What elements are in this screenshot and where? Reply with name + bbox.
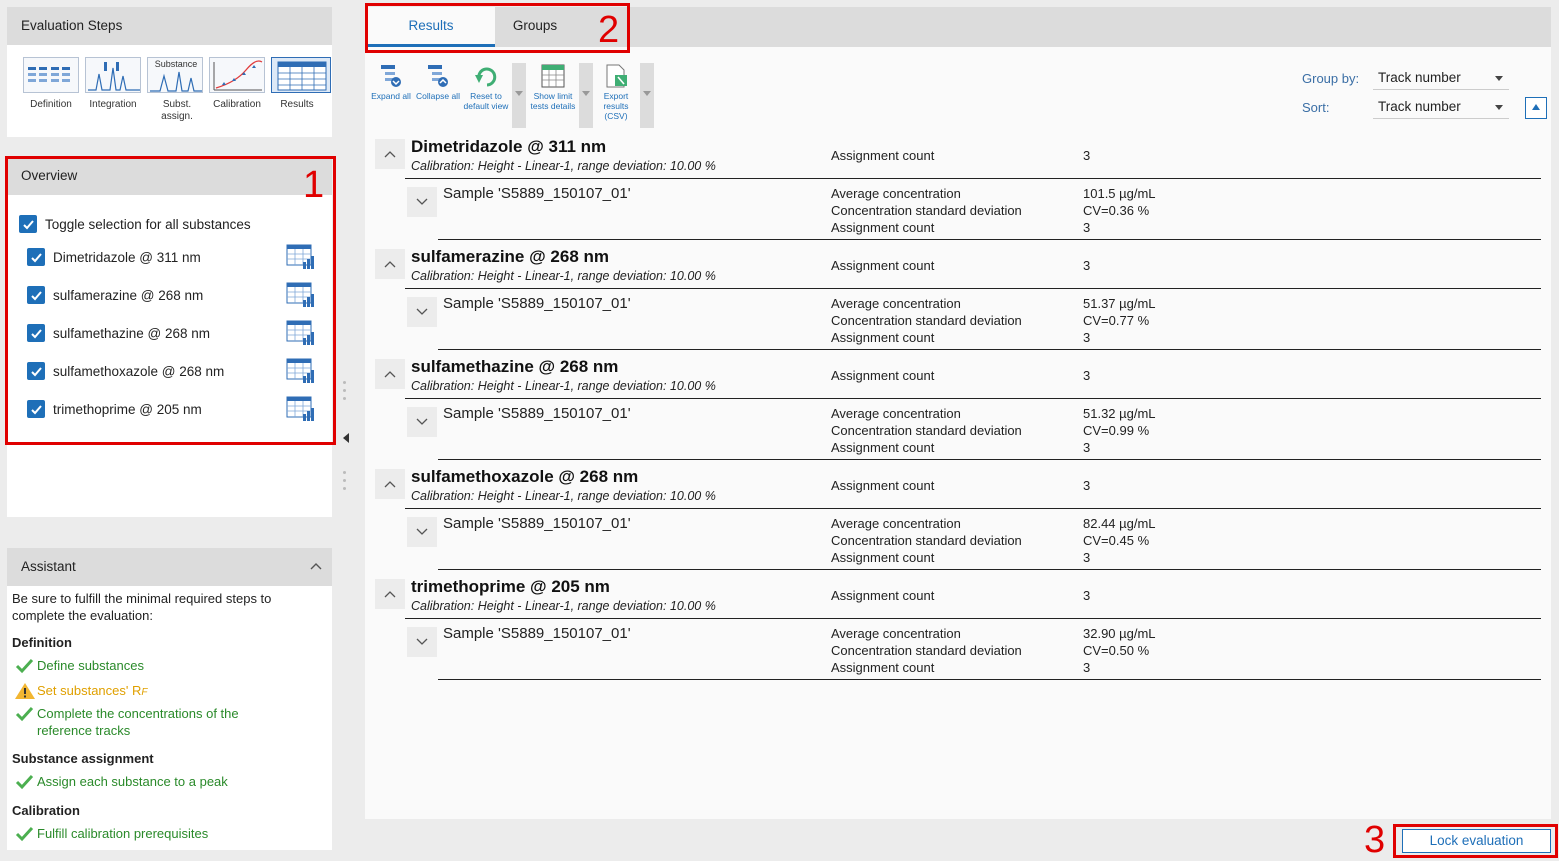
show-limit-tests-button[interactable] (528, 63, 578, 111)
sort-direction-button[interactable] (1525, 97, 1547, 119)
results-main-panel (365, 7, 1551, 819)
expand-all-button[interactable] (371, 63, 411, 101)
sample-assignment-count-label: Assignment count (831, 660, 935, 675)
chevron-up-icon (384, 480, 396, 488)
sample-assignment-count-label: Assignment count (831, 220, 935, 235)
result-group (365, 577, 1551, 687)
collapse-panel-icon[interactable] (343, 433, 349, 443)
conc-sd-label: Concentration standard deviation (831, 423, 1022, 438)
avg-conc-value: 82.44 µg/mL (1083, 516, 1156, 531)
step-label-integration: Integration (89, 99, 137, 110)
collapse-all-button[interactable] (415, 63, 461, 101)
expand-all-label: Expand all (371, 91, 411, 101)
sample-divider (438, 569, 1541, 570)
show-limit-tests-label: Show limit tests details (530, 91, 576, 111)
avg-conc-label: Average concentration (831, 516, 961, 531)
sample-assignment-count-value: 3 (1083, 660, 1091, 675)
toolbar-dropdown[interactable] (640, 63, 654, 128)
assistant-item[interactable] (15, 682, 147, 701)
assignment-count-value: 3 (1083, 368, 1091, 383)
sample-title: Sample 'S5889_150107_01' (443, 515, 631, 532)
chevron-up-icon (384, 370, 396, 378)
chevron-up-icon (384, 260, 396, 268)
sample-assignment-count-label: Assignment count (831, 550, 935, 565)
assistant-item-label: Assign each substance to a peak (37, 774, 228, 789)
collapse-all-icon (425, 63, 451, 89)
check-icon (15, 825, 37, 843)
table-details-icon (540, 63, 566, 89)
toolbar-dropdown[interactable] (579, 63, 593, 128)
sample-assignment-count-value: 3 (1083, 330, 1091, 345)
sample-divider (438, 349, 1541, 350)
sample-assignment-count-label: Assignment count (831, 440, 935, 455)
sample-title: Sample 'S5889_150107_01' (443, 295, 631, 312)
assignment-count-value: 3 (1083, 478, 1091, 493)
avg-conc-label: Average concentration (831, 626, 961, 641)
group-title: sulfamethazine @ 268 nm (411, 357, 619, 376)
sample-title: Sample 'S5889_150107_01' (443, 185, 631, 202)
step-integration[interactable] (85, 57, 141, 93)
conc-sd-label: Concentration standard deviation (831, 203, 1022, 218)
reset-view-label: Reset to default view (463, 91, 509, 111)
check-icon (15, 705, 37, 723)
assistant-intro: Be sure to fulfill the minimal required steps to complete the evaluation: (12, 591, 272, 623)
group-title: sulfamethoxazole @ 268 nm (411, 467, 639, 486)
export-csv-label: Export results (CSV) (603, 91, 629, 121)
avg-conc-label: Average concentration (831, 406, 961, 421)
sort-label: Sort: (1302, 100, 1330, 115)
step-calibration[interactable] (209, 57, 265, 93)
overview-title: Overview (7, 157, 332, 195)
group-calibration: Calibration: Height - Linear-1, range deviation: 10.00 % (411, 489, 716, 503)
check-icon (15, 773, 37, 791)
cv-value: CV=0.45 % (1083, 533, 1150, 548)
avg-conc-value: 101.5 µg/mL (1083, 186, 1156, 201)
group-collapse-button[interactable] (375, 359, 405, 389)
sample-expand-button[interactable] (407, 627, 437, 657)
step-definition[interactable] (23, 57, 79, 93)
tab-results[interactable]: Results (367, 7, 495, 47)
group-calibration: Calibration: Height - Linear-1, range deviation: 10.00 % (411, 379, 716, 393)
sample-expand-button[interactable] (407, 297, 437, 327)
assignment-count-label: Assignment count (831, 258, 935, 273)
collapse-all-label: Collapse all (416, 91, 460, 101)
substance-label: sulfamethazine @ 268 nm (53, 325, 211, 341)
sample-assignment-count-value: 3 (1083, 550, 1091, 565)
assistant-item-label: Set substances' RF (37, 683, 148, 698)
export-csv-button[interactable] (596, 63, 636, 121)
group-by-label: Group by: (1302, 71, 1360, 86)
tab-groups[interactable]: Groups (512, 18, 558, 33)
avg-conc-value: 32.90 µg/mL (1083, 626, 1156, 641)
group-title: trimethoprime @ 205 nm (411, 577, 610, 596)
group-title: Dimetridazole @ 311 nm (411, 137, 607, 156)
step-label-definition: Definition (30, 99, 72, 110)
assistant-header[interactable] (7, 548, 332, 586)
group-collapse-button[interactable] (375, 139, 405, 169)
cv-value: CV=0.99 % (1083, 423, 1150, 438)
group-divider (405, 178, 1541, 179)
assistant-section-calibration: Calibration (12, 803, 80, 818)
step-label-subst-assign: Subst. assign. (161, 99, 193, 122)
chevron-down-icon (416, 198, 428, 206)
substance-assign-icon (148, 58, 204, 94)
results-table-icon (272, 58, 332, 94)
sort-select[interactable]: Track number (1373, 97, 1509, 119)
toggle-all-label: Toggle selection for all substances (45, 216, 251, 232)
chevron-down-icon (416, 418, 428, 426)
assignment-count-label: Assignment count (831, 478, 935, 493)
group-divider (405, 508, 1541, 509)
group-calibration: Calibration: Height - Linear-1, range deviation: 10.00 % (411, 269, 716, 283)
group-divider (405, 288, 1541, 289)
result-group (365, 247, 1551, 357)
group-divider (405, 618, 1541, 619)
integration-icon (86, 58, 142, 94)
lock-evaluation-button[interactable]: Lock evaluation (1402, 829, 1551, 853)
result-group (365, 467, 1551, 577)
cv-value: CV=0.77 % (1083, 313, 1150, 328)
toolbar-dropdown[interactable] (512, 63, 526, 128)
assignment-count-label: Assignment count (831, 588, 935, 603)
avg-conc-value: 51.37 µg/mL (1083, 296, 1156, 311)
callout-number-3: 3 (1364, 819, 1386, 861)
group-by-select[interactable]: Track number (1373, 68, 1509, 90)
assistant-item-label: Define substances (37, 658, 144, 673)
sample-expand-button[interactable] (407, 407, 437, 437)
group-collapse-button[interactable] (375, 249, 405, 279)
substance-tile-text: Substance (154, 59, 198, 69)
sample-title: Sample 'S5889_150107_01' (443, 625, 631, 642)
result-group (365, 357, 1551, 467)
cv-value: CV=0.50 % (1083, 643, 1150, 658)
chevron-down-icon (416, 308, 428, 316)
sample-expand-button[interactable] (407, 517, 437, 547)
group-divider (405, 398, 1541, 399)
calibration-icon (210, 58, 266, 94)
assistant-panel (7, 548, 332, 850)
group-collapse-button[interactable] (375, 579, 405, 609)
callout-number-1: 1 (303, 164, 325, 206)
conc-sd-label: Concentration standard deviation (831, 533, 1022, 548)
conc-sd-label: Concentration standard deviation (831, 313, 1022, 328)
assistant-item[interactable] (15, 657, 144, 675)
sample-assignment-count-value: 3 (1083, 220, 1091, 235)
step-substance-assignment[interactable] (147, 57, 203, 93)
assistant-item-label: Fulfill calibration prerequisites (37, 826, 209, 841)
substance-label: sulfamerazine @ 268 nm (53, 287, 204, 303)
assistant-item-label: Complete the concentrations of the reference tracks (37, 706, 239, 738)
sample-assignment-count-label: Assignment count (831, 330, 935, 345)
chevron-up-icon (384, 590, 396, 598)
avg-conc-value: 51.32 µg/mL (1083, 406, 1156, 421)
callout-box-tabs (365, 3, 630, 53)
substance-label: trimethoprime @ 205 nm (53, 401, 202, 417)
step-label-results: Results (280, 99, 314, 110)
check-icon (15, 657, 37, 675)
splitter-handle[interactable] (342, 471, 347, 495)
sample-assignment-count-value: 3 (1083, 440, 1091, 455)
callout-box-lock (1393, 824, 1558, 858)
chevron-up-icon[interactable] (310, 562, 322, 570)
warning-icon (15, 682, 37, 700)
callout-box-overview (5, 156, 336, 445)
chevron-down-icon (416, 638, 428, 646)
group-title: sulfamerazine @ 268 nm (411, 247, 609, 266)
evaluation-steps-panel (7, 7, 332, 137)
step-label-calibration: Calibration (213, 99, 261, 110)
reset-view-button[interactable] (461, 63, 511, 111)
sample-title: Sample 'S5889_150107_01' (443, 405, 631, 422)
expand-all-icon (378, 63, 404, 89)
assignment-count-value: 3 (1083, 148, 1091, 163)
substance-label: sulfamethoxazole @ 268 nm (53, 363, 225, 379)
substance-label: Dimetridazole @ 311 nm (53, 249, 201, 265)
steps-wizard (23, 57, 332, 122)
evaluation-steps-title: Evaluation Steps (7, 7, 332, 45)
assistant-item[interactable] (15, 825, 208, 843)
assignment-count-value: 3 (1083, 258, 1091, 273)
assistant-title: Assistant (21, 559, 76, 574)
assignment-count-value: 3 (1083, 588, 1091, 603)
sample-divider (438, 239, 1541, 240)
splitter-handle[interactable] (342, 381, 347, 405)
assistant-section-assignment: Substance assignment (12, 751, 154, 766)
step-results[interactable] (271, 57, 331, 93)
definition-icon (24, 58, 80, 94)
callout-number-2: 2 (598, 9, 620, 51)
chevron-up-icon (384, 150, 396, 158)
undo-icon (473, 63, 499, 89)
sample-expand-button[interactable] (407, 187, 437, 217)
assistant-item[interactable] (15, 773, 228, 791)
sample-divider (438, 459, 1541, 460)
group-collapse-button[interactable] (375, 469, 405, 499)
chevron-down-icon (416, 528, 428, 536)
group-calibration: Calibration: Height - Linear-1, range deviation: 10.00 % (411, 599, 716, 613)
cv-value: CV=0.36 % (1083, 203, 1150, 218)
assignment-count-label: Assignment count (831, 148, 935, 163)
export-csv-icon (603, 63, 629, 89)
assignment-count-label: Assignment count (831, 368, 935, 383)
group-calibration: Calibration: Height - Linear-1, range deviation: 10.00 % (411, 159, 716, 173)
assistant-section-definition: Definition (12, 635, 72, 650)
avg-conc-label: Average concentration (831, 186, 961, 201)
result-group (365, 137, 1551, 247)
conc-sd-label: Concentration standard deviation (831, 643, 1022, 658)
sample-divider (438, 679, 1541, 680)
avg-conc-label: Average concentration (831, 296, 961, 311)
assistant-item[interactable] (15, 705, 247, 739)
